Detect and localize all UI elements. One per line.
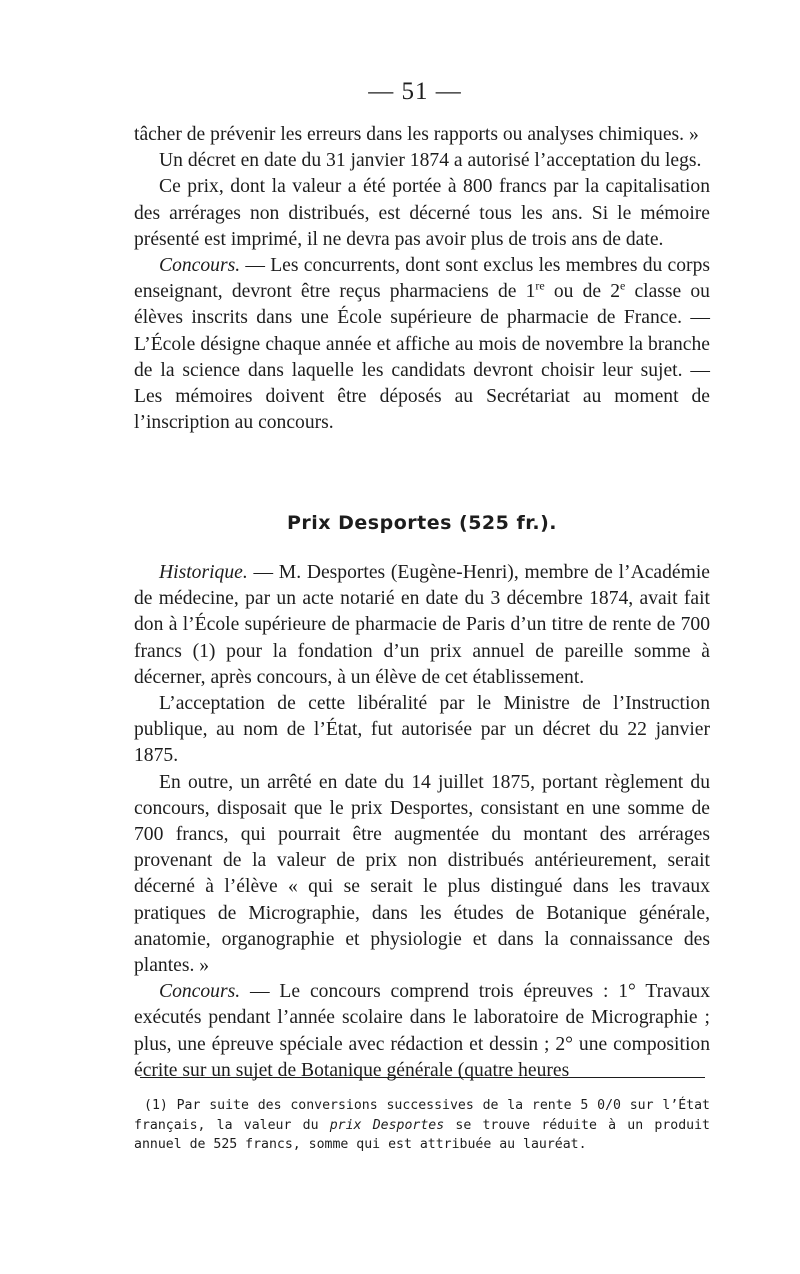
concours-epreuves-text: — Le concours comprend trois épreuves : 1° Travaux exécutés pendant l’année scolaire dans le laboratoire de Micrographie ; plus, une épreuve spéciale avec rédaction et dessin ; 2° une composition écrite sur un sujet de Botanique générale (quatre heures [134,981,710,1081]
footnote [134,1096,710,1155]
paragraph-prize-value: Ce prix, dont la valeur a été portée à 800 francs par la capitalisation des arrérages non distribués, est décerné tous les ans. Si le mémoire présenté est imprimé, il ne devra pas avoir plus de trois ans de date. [134,176,710,250]
paragraph-arrete: En outre, un arrêté en date du 14 juillet 1875, portant règlement du concours, disposait que le prix Desportes, consistant en une somme de 700 francs, qui pourrait être augmentée du montant des arrérages provenant de la valeur de prix non distribués antérieurement, serait décerné à l’élève « qui se serait le plus distingué dans les travaux pratiques de Micrographie, dans les études de Botanique générale, anatomie, organographie et physiologie et dans la connaissance des plantes. » [134,771,710,977]
section-text-block [134,560,710,1084]
paragraph-concours-epreuves [134,979,710,1084]
historique-text: — M. Desportes (Eugène-Henri), membre de l’Académie de médecine, par un acte notarié en date du 3 décembre 1874, avait fait don à l’École supérieure de pharmacie de Paris d’un titre de rente de 700 francs (1) pour la fondation d’un prix annuel de pareille somme à décerner, après concours, à un élève de cet établissement. [134,562,710,688]
intro-text-block [134,122,710,436]
concours-label-2: Concours. [159,981,241,1003]
concours-label: Concours. [159,255,241,277]
superscript-e: e [620,278,626,293]
footnote-divider [140,1077,705,1078]
concours-text-a: — Les concurrents, dont sont exclus les membres du corps enseignant, devront être reçus pharmaciens de 1 [134,255,710,303]
paragraph-decree: Un décret en date du 31 janvier 1874 a autorisé l’acceptation du legs. [159,150,702,172]
paragraph-historique [134,560,710,691]
concours-text-c: classe ou élèves inscrits dans une École supérieure de pharmacie de France. — L’École désigne chaque année et affiche au mois de novembre la branche de la science dans laquelle les candidats devront choisir leur sujet. — Les mémoires doivent être déposés au Secrétariat au moment de l’inscription au concours. [134,281,710,434]
concours-text-b: ou de 2 [544,281,620,303]
page-number: — 51 — [368,78,462,105]
footnote-italic: prix Desportes [329,1117,445,1133]
footnote-paragraph [134,1096,710,1155]
superscript-re: re [535,278,545,293]
paragraph-acceptation: L’acceptation de cette libéralité par le Ministre de l’Instruction publique, au nom de l’État, fut autorisée par un décret du 22 janvier 1875. [134,693,710,767]
section-title: Prix Desportes (525 fr.). [286,512,558,534]
paragraph-concours [134,253,710,436]
footnote-text-b: se trouve réduite à un produit annuel de 525 francs, somme qui est attribuée au lauréat. [134,1117,710,1152]
footnote-text-a: (1) Par suite des conversions successives de la rente 5 0/0 sur l’État français, la valeur du [134,1098,710,1133]
historique-label: Historique. [159,562,248,583]
paragraph-continuation: tâcher de prévenir les erreurs dans les rapports ou analyses chimiques. » [134,124,699,145]
